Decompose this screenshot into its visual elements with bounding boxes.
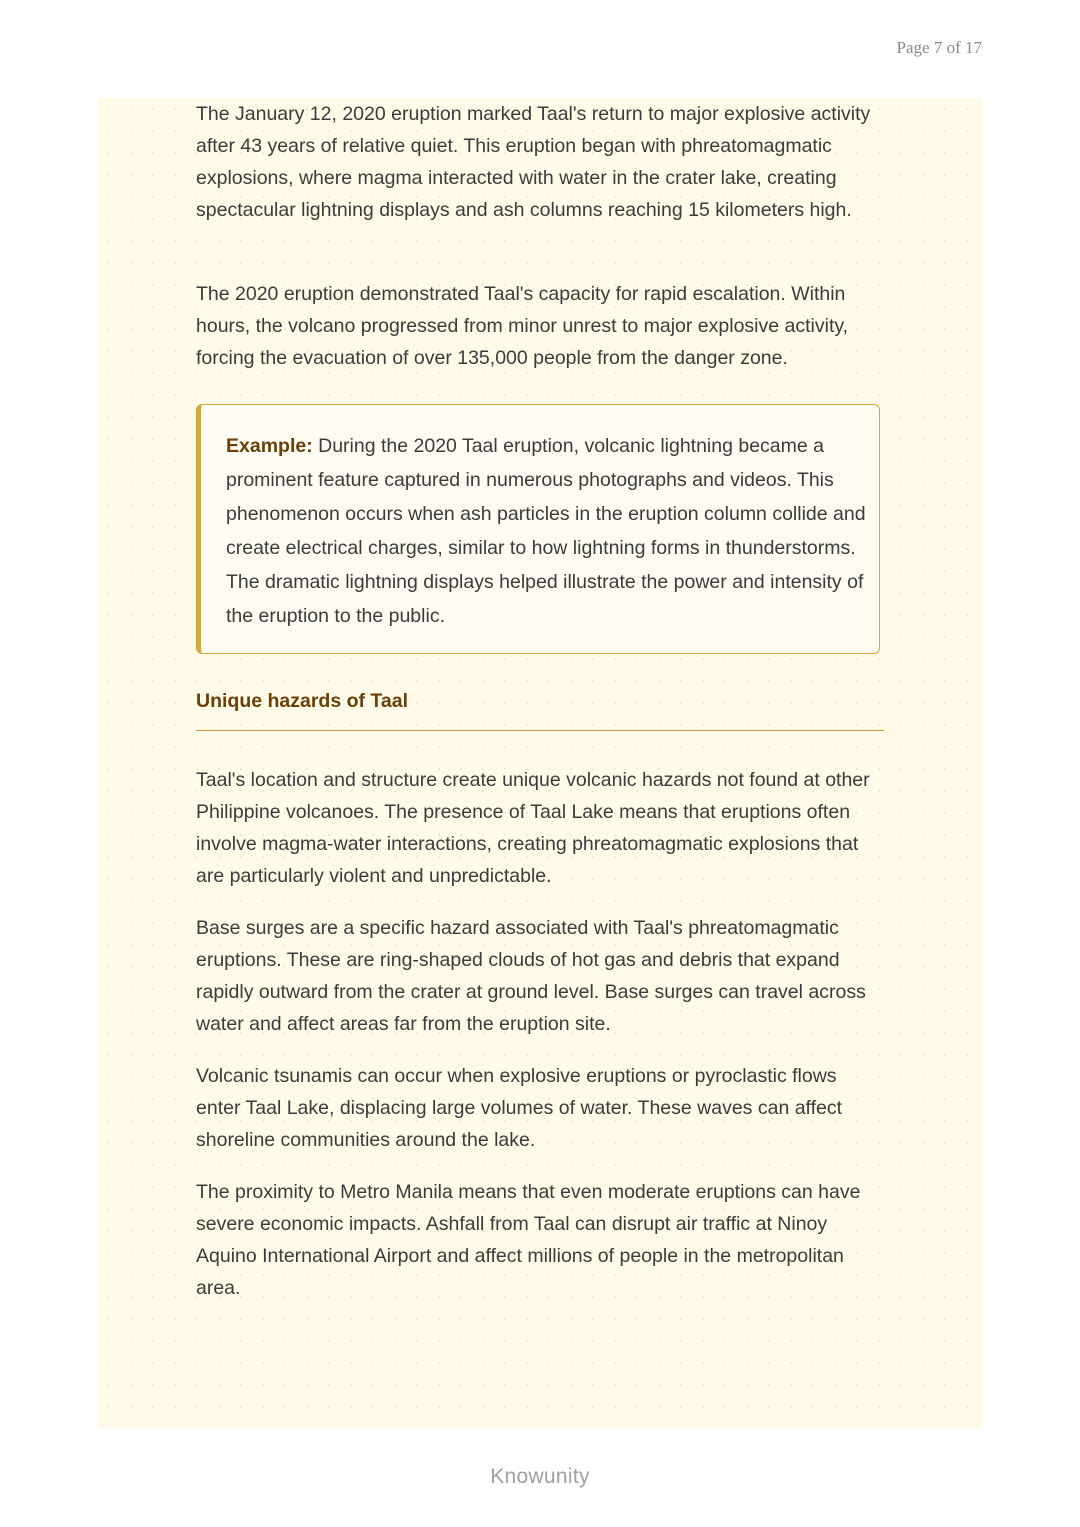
paragraph-metro-manila: The proximity to Metro Manila means that even moderate eruptions can have severe economic impacts. Ashfall from Taal can disrupt air traffic at Ninoy Aquino International Airport and affect millions of people in the metropolitan area. — [196, 1181, 861, 1299]
example-body: During the 2020 Taal eruption, volcanic lightning became a prominent feature captured in numerous photographs and videos. This phenomenon occurs when ash particles in the eruption column collide and create electrical charges, similar to how lightning forms in thunderstorms. The dramatic lightning displays helped illustrate the power and intensity of the eruption to the public. — [226, 435, 866, 627]
example-text — [226, 429, 866, 633]
content-panel — [98, 98, 982, 1428]
paragraph-2020-eruption: The January 12, 2020 eruption marked Taal's return to major explosive activity after 43 years of relative quiet. This eruption began with phreatomagmatic explosions, where magma interacted with water in the crater lake, creating spectacular lightning displays and ash columns reaching 15 kilometers high. — [196, 103, 871, 221]
paragraph-rapid-escalation: The 2020 eruption demonstrated Taal's capacity for rapid escalation. Within hours, the volcano progressed from minor unrest to major explosive activity, forcing the evacuation of over 135,000 people from the danger zone. — [196, 283, 849, 369]
example-callout — [196, 404, 880, 654]
paragraph-base-surges: Base surges are a specific hazard associated with Taal's phreatomagmatic eruptions. These are ring-shaped clouds of hot gas and debris that expand rapidly outward from the crater at ground level. Base surges can travel across water and affect areas far from the eruption site. — [196, 917, 866, 1035]
footer-brand: Knowunity — [490, 1465, 590, 1488]
paragraph-volcanic-tsunamis: Volcanic tsunamis can occur when explosive eruptions or pyroclastic flows enter Taal Lake, displacing large volumes of water. These waves can affect shoreline communities around the lake. — [196, 1065, 843, 1151]
paragraph-unique-hazards: Taal's location and structure create unique volcanic hazards not found at other Philippine volcanoes. The presence of Taal Lake means that eruptions often involve magma-water interactions, creating phreatomagmatic explosions that are particularly violent and unpredictable. — [196, 769, 870, 887]
section-heading: Unique hazards of Taal — [196, 690, 409, 712]
example-label: Example: — [226, 435, 313, 457]
page-indicator: Page 7 of 17 — [896, 38, 982, 57]
section-divider — [196, 730, 884, 731]
